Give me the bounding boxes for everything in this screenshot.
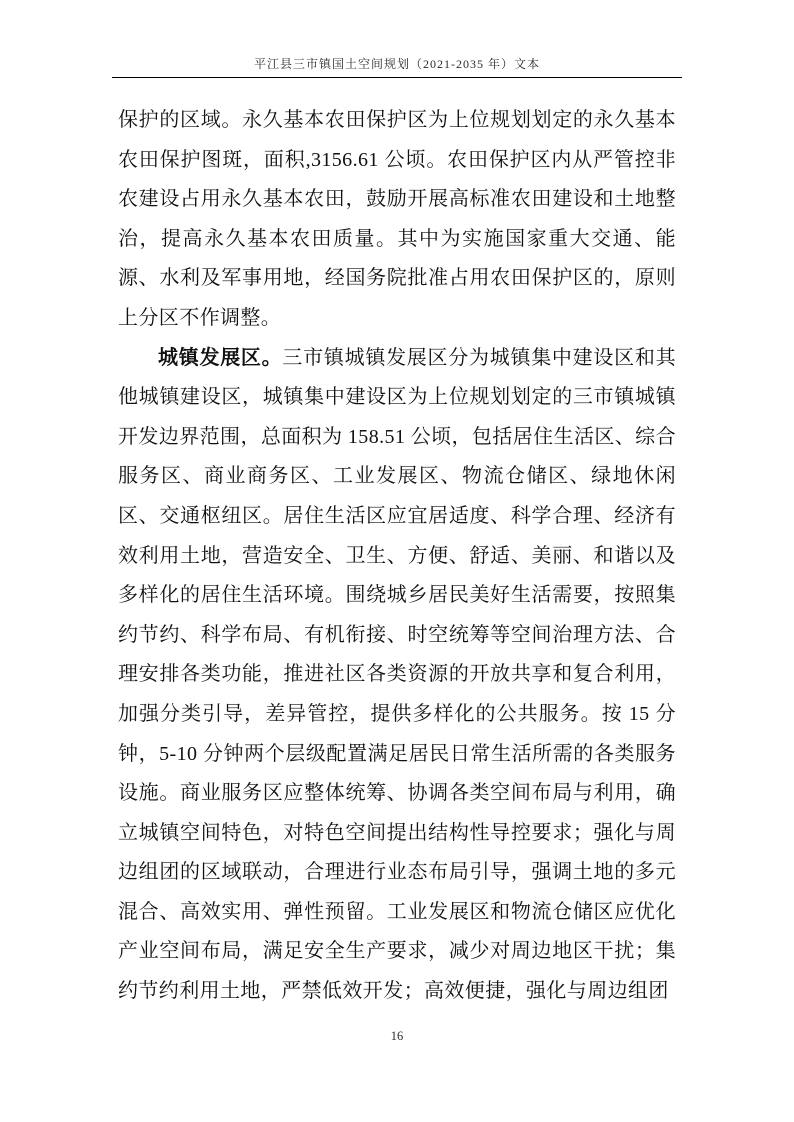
paragraph-lead: 城镇发展区。 (158, 346, 283, 369)
page-header (112, 56, 682, 78)
paragraph (118, 101, 676, 339)
page-number: 16 (390, 1029, 404, 1043)
paragraph-text: 保护的区域。永久基本农田保护区为上位规划划定的永久基本农田保护图斑，面积,3156.61 公顷。农田保护区内从严管控非农建设占用永久基本农田，鼓励开展高标准农田建设和土地整治，提高永久基本农田质量。其中为实施国家重大交通、能源、水利及军事用地，经国务院批准占用农田保护区的，原则上分区不作调整。 (118, 109, 676, 329)
document-body (118, 101, 676, 1012)
paragraph-text: 三市镇城镇发展区分为城镇集中建设区和其他城镇建设区，城镇集中建设区为上位规划划定的三市镇城镇开发边界范围，总面积为 158.51 公顷，包括居住生活区、综合服务区、商业商务区、工业发展区、物流仓储区、绿地休闲区、交通枢纽区。居住生活区应宜居适度、科学合理、经济有效利用土地，营造安全、卫生、方便、舒适、美丽、和谐以及多样化的居住生活环境。围绕城乡居民美好生活需要，按照集约节约、科学布局、有机衔接、时空统筹等空间治理方法、合理安排各类功能，推进社区各类资源的开放共享和复合利用，加强分类引导，差异管控，提供多样化的公共服务。按 15 分钟，5-10 分钟两个层级配置满足居民日常生活所需的各类服务设施。商业服务区应整体统筹、协调各类空间布局与利用，确立城镇空间特色，对特色空间提出结构性导控要求；强化与周边组团的区域联动，合理进行业态布局引导，强调土地的多元混合、高效实用、弹性预留。工业发展区和物流仓储区应优化产业空间布局，满足安全生产要求，减少对周边地区干扰；集约节约利用土地，严禁低效开发；高效便捷，强化与周边组团 (118, 346, 676, 1003)
header-title: 平江县三市镇国土空间规划（2021-2035 年）文本 (254, 57, 540, 71)
header-divider (112, 77, 682, 78)
paragraph (118, 339, 676, 1012)
